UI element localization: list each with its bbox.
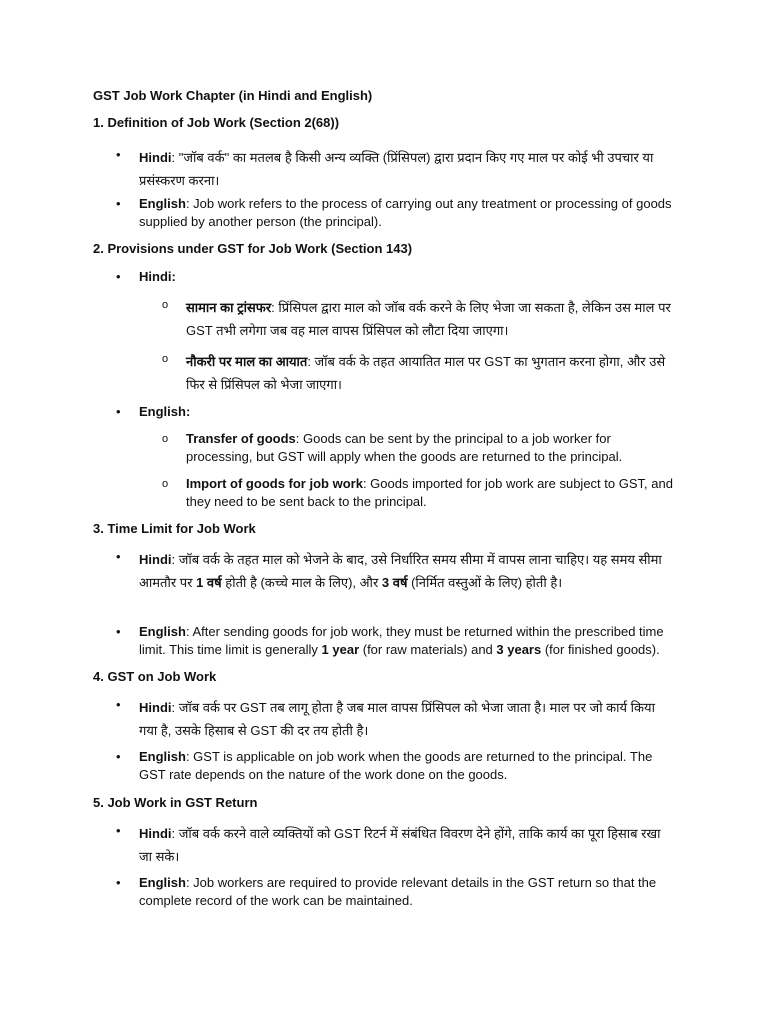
section-3-hindi-item — [116, 548, 676, 594]
section-1-english-item — [116, 195, 676, 231]
hindi-label: Hindi: — [139, 269, 176, 284]
section-5-hindi-item — [116, 822, 676, 868]
english-text: : Job workers are required to provide relevant details in the GST return so that the complete record of the work can be maintained. — [139, 875, 657, 908]
english-label: English — [139, 875, 186, 890]
hindi-text: : जॉब वर्क पर GST तब लागू होता है जब माल वापस प्रिंसिपल को भेजा जाता है। माल पर जो कार्य किया गया है, उसके हिसाब से GST की दर तय होती है। — [139, 700, 655, 738]
document-title: GST Job Work Chapter (in Hindi and English) — [93, 88, 373, 103]
section-1-heading: 1. Definition of Job Work (Section 2(68)) — [93, 115, 340, 130]
section-2-english-item — [116, 403, 676, 421]
section-5-english-item — [116, 874, 676, 910]
english-label: English — [139, 749, 186, 764]
circle-bullet-icon: o — [162, 433, 169, 445]
section-4-english-item — [116, 748, 676, 784]
hindi-text: : जॉब वर्क करने वाले व्यक्तियों को GST रिटर्न में संबंधित विवरण देने होंगे, ताकि कार्य का पूरा हिसाब रखा जा सके। — [139, 826, 661, 864]
sub-text: : प्रिंसिपल द्वारा माल को जॉब वर्क करने के लिए भेजा जा सकता है, लेकिन उस माल पर GST तभी लगेगा जब वह माल वापस प्रिंसिपल को लौटा दिया जाएगा। — [186, 300, 671, 338]
hindi-text: होती है (कच्चे माल के लिए), और — [221, 575, 382, 590]
hindi-label: Hindi — [139, 700, 172, 715]
section-2-heading: 2. Provisions under GST for Job Work (Section 143) — [93, 241, 413, 256]
bullet-icon: • — [116, 823, 121, 838]
english-text: : After sending goods for job work, they must be returned within the prescribed time limit. This time limit is generally — [139, 624, 664, 657]
section-2-hindi-sub-1 — [162, 296, 674, 342]
sub-label: सामान का ट्रांसफर — [186, 300, 272, 315]
english-text: : GST is applicable on job work when the goods are returned to the principal. The GST rate depends on the nature of the work done on the goods. — [139, 749, 653, 782]
bullet-icon: • — [116, 404, 121, 419]
section-2-english-sub-2 — [162, 475, 674, 511]
bullet-icon: • — [116, 196, 121, 211]
sub-label: Import of goods for job work — [186, 476, 363, 491]
bullet-icon: • — [116, 697, 121, 712]
english-text: : Job work refers to the process of carrying out any treatment or processing of goods supplied by another person (the principal). — [139, 196, 672, 229]
section-2-english-sub-1 — [162, 430, 674, 466]
sub-text: : Goods can be sent by the principal to a job worker for processing, but GST will apply when the goods are returned to the principal. — [186, 431, 623, 464]
section-3-english-item — [116, 623, 676, 659]
section-5-heading: 5. Job Work in GST Return — [93, 795, 258, 810]
section-2-hindi-item — [116, 268, 676, 286]
english-bold-duration: 3 years — [496, 642, 542, 657]
hindi-text: (निर्मित वस्तुओं के लिए) होती है। — [407, 575, 563, 590]
hindi-text: : जॉब वर्क के तहत माल को भेजने के बाद, उसे निर्धारित समय सीमा में वापस लाना चाहिए। यह समय सीमा आमतौर पर — [139, 552, 662, 590]
hindi-bold-duration: 3 वर्ष — [381, 575, 408, 590]
english-label: English — [139, 624, 186, 639]
bullet-icon: • — [116, 269, 121, 284]
bullet-icon: • — [116, 875, 121, 890]
english-text: (for finished goods). — [541, 642, 660, 657]
circle-bullet-icon: o — [162, 478, 169, 490]
hindi-label: Hindi — [139, 552, 172, 567]
section-1-hindi-item — [116, 146, 676, 192]
sub-text: : Goods imported for job work are subject to GST, and they need to be sent back to the principal. — [186, 476, 673, 509]
section-2-hindi-sub-2 — [162, 350, 674, 396]
bullet-icon: • — [116, 749, 121, 764]
hindi-label: Hindi — [139, 150, 172, 165]
sub-label: नौकरी पर माल का आयात — [186, 354, 308, 369]
hindi-label: Hindi — [139, 826, 172, 841]
bullet-icon: • — [116, 147, 121, 162]
sub-label: Transfer of goods — [186, 431, 296, 446]
bullet-icon: • — [116, 624, 121, 639]
hindi-text: : "जॉब वर्क" का मतलब है किसी अन्य व्यक्ति (प्रिंसिपल) द्वारा प्रदान किए गए माल पर कोई भी उपचार या प्रसंस्करण करना। — [139, 150, 654, 188]
english-label: English: — [139, 404, 191, 419]
section-3-heading: 3. Time Limit for Job Work — [93, 521, 256, 536]
sub-text: : जॉब वर्क के तहत आयातित माल पर GST का भुगतान करना होगा, और उसे फिर से प्रिंसिपल को भेजा जाएगा। — [186, 354, 666, 392]
english-label: English — [139, 196, 186, 211]
english-text: (for raw materials) and — [359, 642, 497, 657]
hindi-bold-duration: 1 वर्ष — [196, 575, 222, 590]
section-4-hindi-item — [116, 696, 676, 742]
bullet-icon: • — [116, 549, 121, 564]
section-4-heading: 4. GST on Job Work — [93, 669, 217, 684]
circle-bullet-icon: o — [162, 299, 169, 311]
english-bold-duration: 1 year — [321, 642, 360, 657]
circle-bullet-icon: o — [162, 353, 169, 365]
